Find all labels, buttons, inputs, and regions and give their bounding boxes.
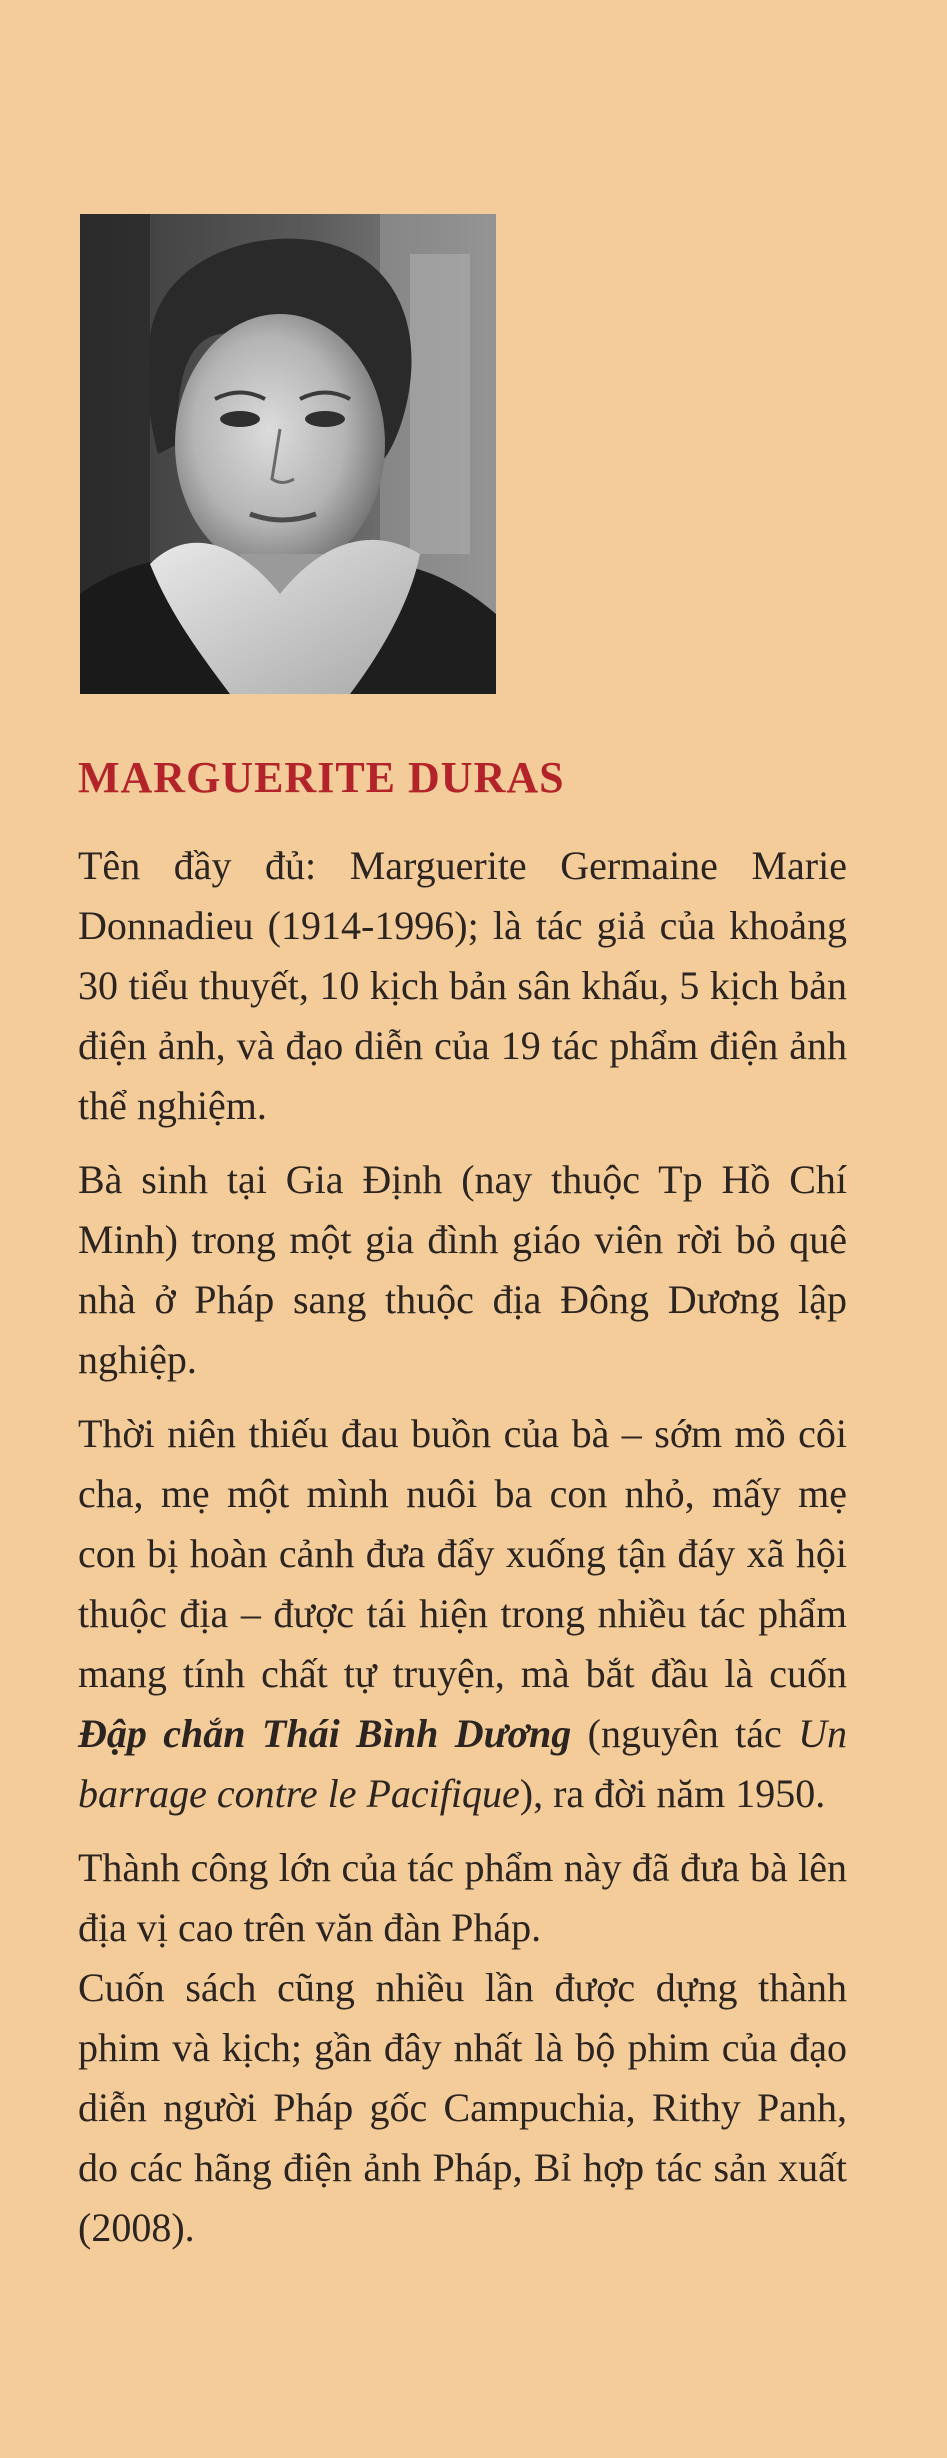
author-bio [78, 836, 847, 2272]
bio-paragraph-3 [78, 1404, 847, 1824]
author-photo [80, 214, 496, 694]
bio-paragraph-3-text-after: ), ra đời năm 1950. [519, 1771, 826, 1816]
bio-paragraph-1: Tên đầy đủ: Marguerite Germaine Marie Donnadieu (1914-1996); là tác giả của khoảng 30 tiểu thuyết, 10 kịch bản sân khấu, 5 kịch bản điện ảnh, và đạo diễn của 19 tác phẩm điện ảnh thể nghiệm. [78, 843, 847, 1128]
bio-paragraph-5: Cuốn sách cũng nhiều lần được dựng thành phim và kịch; gần đây nhất là bộ phim của đạo diễn người Pháp gốc Campuchia, Rithy Panh, do các hãng điện ảnh Pháp, Bỉ hợp tác sản xuất (2008). [78, 1965, 847, 2250]
book-title-french: Un barrage contre le Pacifique [78, 1711, 847, 1816]
author-name: MARGUERITE DURAS [78, 753, 565, 802]
author-photo-image [80, 214, 496, 694]
bio-paragraph-3-text-before: Thời niên thiếu đau buồn của bà – sớm mồ côi cha, mẹ một mình nuôi ba con nhỏ, mấy mẹ con bị hoàn cảnh đưa đẩy xuống tận đáy xã hội thuộc địa – được tái hiện trong nhiều tác phẩm mang tính chất tự truyện, mà bắt đầu là cuốn [78, 1411, 847, 1696]
bio-paragraph-3-text-middle: (nguyên tác [571, 1711, 799, 1756]
bio-paragraph-2: Bà sinh tại Gia Định (nay thuộc Tp Hồ Chí Minh) trong một gia đình giáo viên rời bỏ quê nhà ở Pháp sang thuộc địa Đông Dương lập nghiệp. [78, 1157, 847, 1382]
bio-paragraph-4: Thành công lớn của tác phẩm này đã đưa bà lên địa vị cao trên văn đàn Pháp. [78, 1845, 847, 1950]
book-title-vietnamese: Đập chắn Thái Bình Dương [78, 1711, 572, 1756]
